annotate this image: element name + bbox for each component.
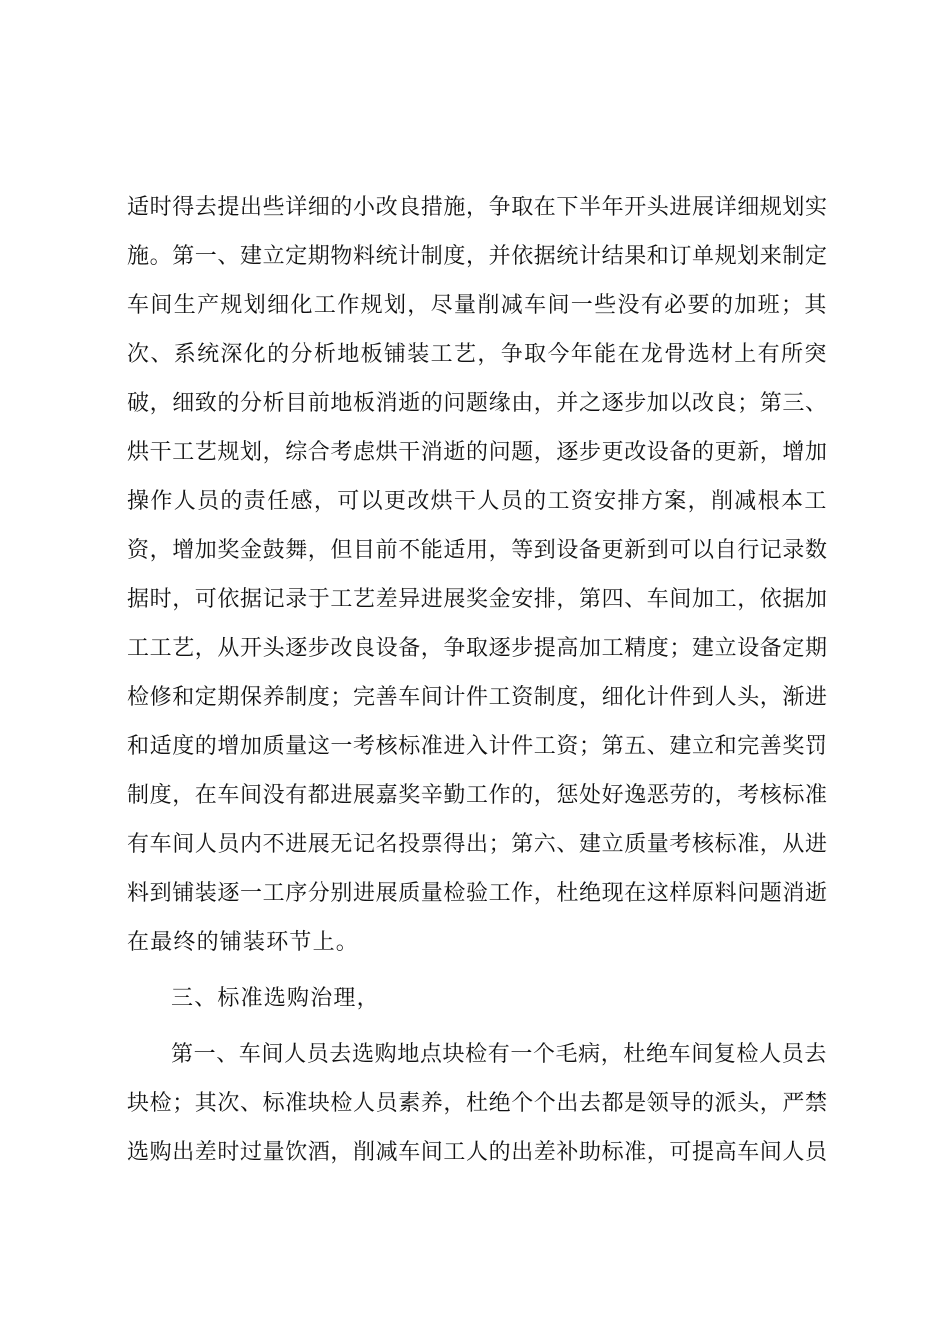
body-text-line: 车间生产规划细化工作规划，尽量削减车间一些没有必要的加班；其	[127, 293, 827, 318]
body-text-line: 烘干工艺规划，综合考虑烘干消逝的问题，逐步更改设备的更新，增加	[127, 440, 828, 465]
body-text-line: 破，细致的分析目前地板消逝的问题缘由，并之逐步加以改良；第三、	[127, 391, 828, 416]
body-text-line: 次、系统深化的分析地板铺装工艺，争取今年能在龙骨选材上有所突	[127, 342, 827, 367]
body-text-line: 料到铺装逐一工序分别进展质量检验工作，杜绝现在这样原料问题消逝	[127, 881, 828, 906]
body-text-line: 工工艺，从开头逐步改良设备，争取逐步提高加工精度；建立设备定期	[127, 636, 828, 661]
body-text-line: 有车间人员内不进展无记名投票得出；第六、建立质量考核标准，从进	[127, 832, 828, 857]
body-text-line: 第一、车间人员去选购地点块检有一个毛病，杜绝车间复检人员去	[171, 1042, 827, 1067]
body-text-line: 和适度的增加质量这一考核标准进入计件工资；第五、建立和完善奖罚	[127, 734, 828, 759]
body-text-line: 块检；其次、标准块检人员素养，杜绝个个出去都是领导的派头，严禁	[127, 1091, 828, 1116]
body-text-line: 制度，在车间没有都进展嘉奖辛勤工作的，惩处好逸恶劳的，考核标准	[127, 783, 828, 808]
body-text-line: 检修和定期保养制度；完善车间计件工资制度，细化计件到人头，渐进	[127, 685, 828, 710]
body-text-line: 施。第一、建立定期物料统计制度，并依据统计结果和订单规划来制定	[127, 244, 828, 269]
body-text-line: 资，增加奖金鼓舞，但目前不能适用，等到设备更新到可以自行记录数	[127, 538, 828, 563]
body-text-line: 操作人员的责任感，可以更改烘干人员的工资安排方案，削减根本工	[127, 489, 827, 514]
body-text-line: 据时，可依据记录于工艺差异进展奖金安排，第四、车间加工，依据加	[127, 587, 828, 612]
body-text-line: 选购出差时过量饮酒，削减车间工人的出差补助标准，可提高车间人员	[127, 1140, 828, 1165]
body-text-line: 在最终的铺装环节上。	[127, 930, 360, 955]
section-heading: 三、标准选购治理，	[171, 986, 380, 1011]
body-text-line: 适时得去提出些详细的小改良措施，争取在下半年开头进展详细规划实	[127, 195, 828, 220]
